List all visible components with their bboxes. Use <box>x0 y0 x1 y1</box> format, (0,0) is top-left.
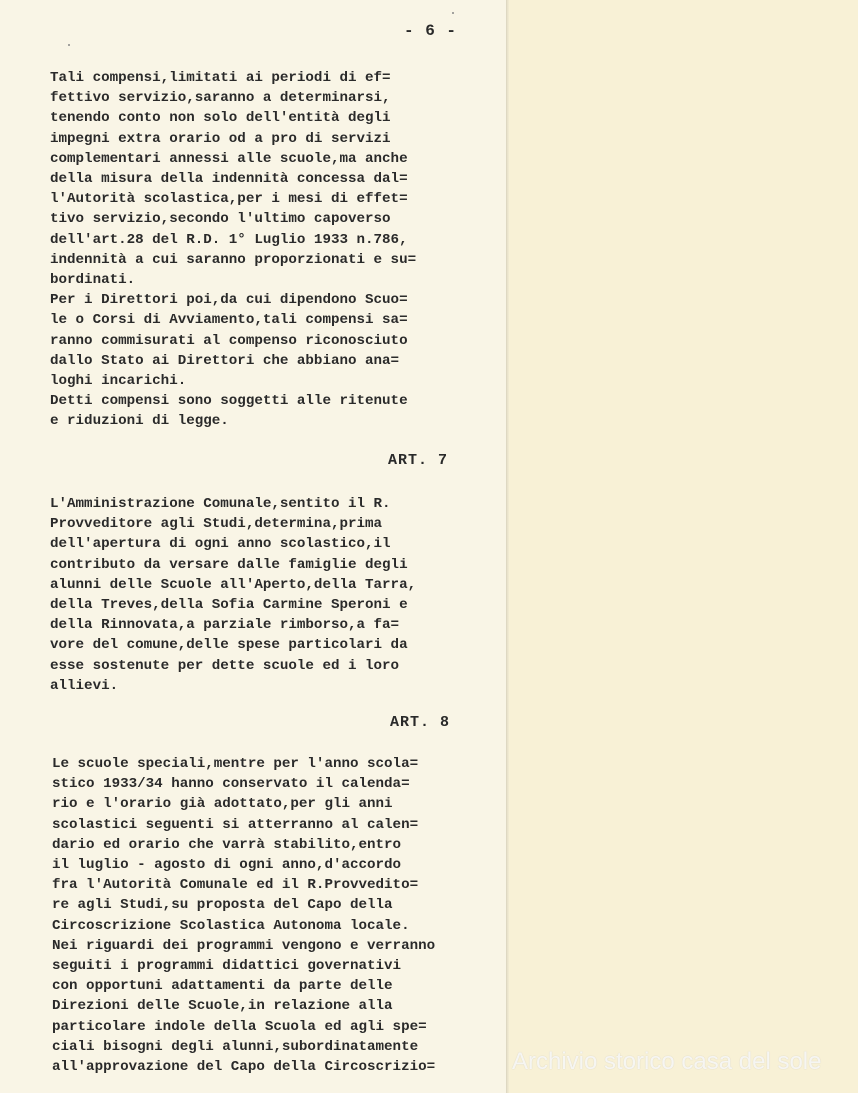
text-line: dell'art.28 del R.D. 1° Luglio 1933 n.786, <box>50 231 408 248</box>
text-line: della misura della indennità concessa dal= <box>50 171 408 188</box>
text-line: allievi. <box>50 677 119 694</box>
article-8-heading: ART. 8 <box>390 714 451 731</box>
text-line: Nei riguardi dei programmi vengono e verranno <box>52 937 436 954</box>
text-line: della Rinnovata,a parziale rimborso,a fa= <box>50 617 400 634</box>
text-line: rio e l'orario già adottato,per gli anni <box>52 796 393 813</box>
text-line: tivo servizio,secondo l'ultimo capoverso <box>50 211 391 228</box>
text-line: stico 1933/34 hanno conservato il calenda= <box>52 776 410 793</box>
facing-page <box>508 0 858 1093</box>
text-line: Circoscrizione Scolastica Autonoma locale. <box>52 917 410 934</box>
text-line: Provveditore agli Studi,determina,prima <box>50 516 383 533</box>
text-line: con opportuni adattamenti da parte delle <box>52 978 393 995</box>
archive-watermark: Archivio storico casa del sole <box>512 1048 822 1075</box>
text-line: seguiti i programmi didattici governativi <box>52 958 402 975</box>
text-line: scolastici seguenti si atterranno al calen= <box>52 816 419 833</box>
text-line: Per i Direttori poi,da cui dipendono Scuo= <box>50 292 408 309</box>
page-fold <box>506 0 509 1093</box>
text-line: dell'apertura di ogni anno scolastico,il <box>50 536 391 553</box>
text-line: ranno commisurati al compenso riconosciuto <box>50 332 408 349</box>
text-line: Le scuole speciali,mentre per l'anno scola= <box>52 756 419 772</box>
text-line: loghi incarichi. <box>50 373 187 390</box>
text-line: e riduzioni di legge. <box>50 413 229 430</box>
text-line: vore del comune,delle spese particolari da <box>50 637 408 654</box>
text-line: della Treves,della Sofia Carmine Speroni e <box>50 597 408 614</box>
text-line: L'Amministrazione Comunale,sentito il R. <box>50 496 391 512</box>
page-number: - 6 - <box>404 22 458 40</box>
text-line: ciali bisogni degli alunni,subordinatamente <box>52 1038 419 1055</box>
text-line: l'Autorità scolastica,per i mesi di effet= <box>50 191 408 208</box>
text-line: esse sostenute per dette scuole ed i loro <box>50 657 400 674</box>
text-line: Direzioni delle Scuole,in relazione alla <box>52 998 393 1015</box>
text-line: contributo da versare dalle famiglie degli <box>50 556 408 573</box>
text-line: Detti compensi sono soggetti alle ritenute <box>50 393 408 410</box>
text-line: dario ed orario che varrà stabilito,entro <box>52 836 402 853</box>
text-line: alunni delle Scuole all'Aperto,della Tarra, <box>50 576 417 593</box>
text-line: all'approvazione del Capo della Circoscrizio= <box>52 1059 436 1076</box>
text-line: bordinati. <box>50 272 136 289</box>
article-7-heading: ART. 7 <box>388 452 449 469</box>
paper-speck <box>452 12 454 14</box>
text-line: tenendo conto non solo dell'entità degli <box>50 110 391 127</box>
text-line: dallo Stato ai Direttori che abbiano ana= <box>50 352 400 369</box>
paragraph-compensi <box>50 68 416 432</box>
text-line: le o Corsi di Avviamento,tali compensi sa= <box>50 312 408 329</box>
paper-speck <box>68 44 70 46</box>
text-line: particolare indole della Scuola ed agli spe= <box>52 1018 427 1035</box>
text-line: il luglio - agosto di ogni anno,d'accordo <box>52 857 402 874</box>
text-line: indennità a cui saranno proporzionati e su= <box>50 251 417 268</box>
text-line: Tali compensi,limitati ai periodi di ef= <box>50 70 391 86</box>
paragraph-scuole-speciali <box>52 754 435 1077</box>
text-line: fra l'Autorità Comunale ed il R.Provvedito= <box>52 877 419 894</box>
text-line: re agli Studi,su proposta del Capo della <box>52 897 393 914</box>
text-line: impegni extra orario od a pro di servizi <box>50 130 391 147</box>
text-line: fettivo servizio,saranno a determinarsi, <box>50 90 391 107</box>
text-line: complementari annessi alle scuole,ma anche <box>50 150 408 167</box>
paragraph-amministrazione <box>50 494 416 696</box>
